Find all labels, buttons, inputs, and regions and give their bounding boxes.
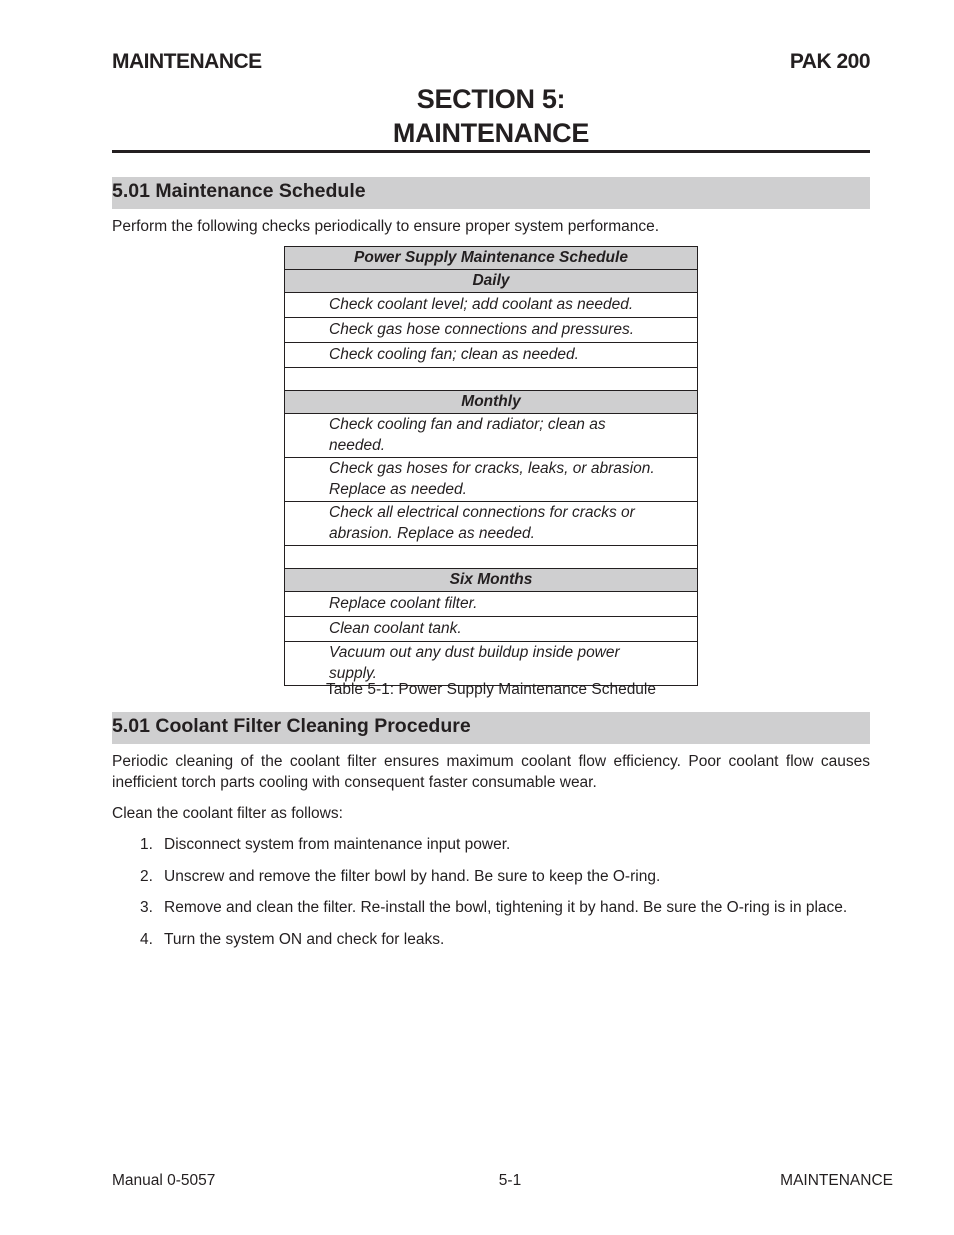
table-cell: Replace coolant filter. <box>285 592 698 617</box>
step-number: 1. <box>140 836 153 853</box>
step-text: Unscrew and remove the filter bowl by hand. Be sure to keep the O-ring. <box>164 868 661 885</box>
section-title-line2: MAINTENANCE <box>392 118 590 148</box>
table-cell: Check gas hose connections and pressures. <box>285 318 698 343</box>
table-title: Power Supply Maintenance Schedule <box>285 247 698 270</box>
footer-section-name: MAINTENANCE <box>780 1172 893 1189</box>
section-title-line1: SECTION 5: <box>416 84 566 114</box>
group-header-row <box>285 569 698 592</box>
table-row <box>285 502 698 546</box>
step-text: Turn the system ON and check for leaks. <box>164 931 445 948</box>
table-cell: Check gas hoses for cracks, leaks, or abrasion. Replace as needed. <box>285 458 698 502</box>
list-item <box>140 898 847 919</box>
table-cell: Check all electrical connections for cracks or abrasion. Replace as needed. <box>285 502 698 546</box>
running-header-left: MAINTENANCE <box>112 50 262 73</box>
running-header-right: PAK 200 <box>789 50 870 73</box>
table-caption: Table 5-1: Power Supply Maintenance Schedule <box>325 681 656 698</box>
table-row <box>285 642 698 686</box>
table-cell: Check cooling fan; clean as needed. <box>285 343 698 368</box>
blank-row <box>285 546 698 569</box>
table-row <box>285 293 698 318</box>
table-cell: Check coolant level; add coolant as needed. <box>285 293 698 318</box>
schedule-intro: Perform the following checks periodically to ensure proper system performance. <box>112 218 660 235</box>
step-number: 2. <box>140 868 153 885</box>
maintenance-schedule-table <box>284 246 698 686</box>
table-row <box>285 617 698 642</box>
table-title-row <box>285 247 698 270</box>
step-number: 3. <box>140 899 153 916</box>
table-cell: Vacuum out any dust buildup inside power supply. <box>285 642 698 686</box>
blank-row <box>285 368 698 391</box>
title-rule <box>112 150 870 153</box>
group-label-daily: Daily <box>285 270 698 293</box>
group-label-six-months: Six Months <box>285 569 698 592</box>
footer-page-number: 5-1 <box>498 1172 522 1189</box>
table-row <box>285 458 698 502</box>
step-text: Remove and clean the filter. Re-install the bowl, tightening it by hand. Be sure the O-ring is in place. <box>164 899 848 916</box>
section-heading-filter: 5.01 Coolant Filter Cleaning Procedure <box>112 715 471 737</box>
group-label-monthly: Monthly <box>285 391 698 414</box>
filter-intro-paragraph: Periodic cleaning of the coolant filter ensures maximum coolant flow efficiency. Poor coolant flow causes inefficient torch parts cooling with consequent faster consumable wear. <box>112 753 870 791</box>
footer-manual-number: Manual 0-5057 <box>112 1172 216 1189</box>
list-item <box>140 835 510 856</box>
step-text: Disconnect system from maintenance input power. <box>164 836 511 853</box>
table-row <box>285 318 698 343</box>
list-item <box>140 930 444 951</box>
table-row <box>285 592 698 617</box>
filter-steps-lead: Clean the coolant filter as follows: <box>112 805 343 822</box>
table-row <box>285 343 698 368</box>
table-cell: Clean coolant tank. <box>285 617 698 642</box>
group-header-row <box>285 270 698 293</box>
table-row <box>285 414 698 458</box>
section-heading-schedule: 5.01 Maintenance Schedule <box>112 180 366 202</box>
group-header-row <box>285 391 698 414</box>
list-item <box>140 867 660 888</box>
step-number: 4. <box>140 931 153 948</box>
table-cell: Check cooling fan and radiator; clean as needed. <box>285 414 698 458</box>
